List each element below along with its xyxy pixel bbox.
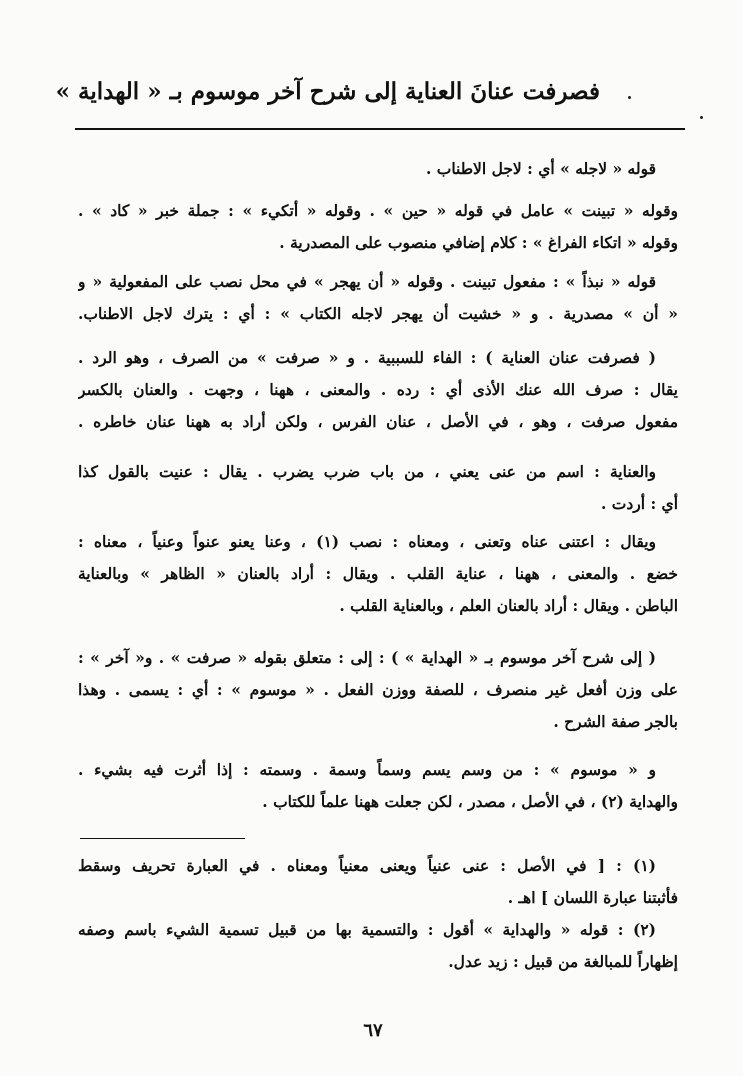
text-line: ويقال : اعتنى عناه وتعنى ، ومعناه : نصب (١) ، وعنا يعنو عنواً وعنياً ، معناه : (78, 532, 656, 551)
text-line: على وزن أفعل غير منصرف ، للصفة ووزن الفعل . « موسوم » : أي : يسمى . وهذا (78, 680, 678, 699)
text-line: قوله « نبذاً » : مفعول تبينت . وقوله « أن يهجر » في محل نصب على المفعولية « و (78, 272, 656, 291)
text-line: والعناية : اسم من عنى يعني ، من باب ضرب يضرب . يقال : عنيت بالقول كذا (78, 462, 656, 481)
text-line: والهداية (٢) ، في الأصل ، مصدر ، لكن جعلت ههنا علماً للكتاب . (262, 792, 678, 811)
text-line: ( فصرفت عنان العناية ) : الفاء للسببية . و « صرفت » من الصرف ، وهو الرد . (78, 348, 656, 367)
paragraph (78, 153, 678, 185)
text-line: « أن » مصدرية . و « خشيت أن يهجر لاجله الكتاب » : أي : يترك لاجل الاطناب. (78, 304, 678, 323)
speck-mark (700, 116, 703, 119)
paragraph (78, 526, 678, 622)
text-line: ( إلى شرح آخر موسوم بـ « الهداية » ) : إلى : متعلق بقوله « صرفت » . و« آخر » : (78, 648, 656, 667)
text-line: وقوله « اتكاء الفراغ » : كلام إضافي منصوب على المصدرية . (279, 233, 678, 252)
header-rule (75, 128, 685, 130)
paragraph (78, 195, 678, 259)
footnote-line: إظهاراً للمبالغة من قبيل : زيد عدل. (448, 952, 678, 971)
footnote-line: (٢) : قوله « والهداية » أقول : والتسمية بها من قبيل تسمية الشيء باسم وصفه (78, 920, 656, 939)
paragraph (78, 754, 678, 818)
text-line: خضع . والمعنى ، ههنا ، عناية القلب . ويقال : أراد بالعنان « الظاهر » وبالعناية (78, 564, 678, 583)
speck-mark (628, 96, 631, 99)
text-line: قوله « لاجله » أي : لاجل الاطناب . (425, 159, 656, 178)
paragraph (78, 266, 678, 330)
paragraph (78, 456, 678, 520)
paragraph (78, 642, 678, 738)
page-number: ٦٧ (363, 1020, 383, 1041)
footnote-rule (80, 838, 245, 839)
text-line: وقوله « تبينت » عامل في قوله « حين » . وقوله « أتكيء » : جملة خبر « كاد » . (78, 201, 678, 220)
footnotes (78, 850, 678, 978)
footnote-line: (١) : [ في الأصل : عنى عنياً ويعنى معنياً ومعناه . في العبارة تحريف وسقط (78, 856, 656, 875)
running-head: فصرفت عنانَ العناية إلى شرح آخر موسوم بـ « الهداية » (55, 78, 600, 105)
footnote-line: فأثبتنا عبارة اللسان ] اهـ . (507, 888, 678, 907)
text-line: و « موسوم » : من وسم يسم وسماً وسمة . وسمته : إذا أثرت فيه بشيء . (78, 760, 656, 779)
text-line: أي : أردت . (600, 494, 678, 513)
text-line: يقال : صرف الله عنك الأذى أي : رده . والمعنى ، ههنا ، وجهت . والعنان بالكسر (78, 380, 678, 399)
text-line: مفعول صرفت ، وهو ، في الأصل ، عنان الفرس ، ولكن أراد به ههنا عنان خاطره . (78, 412, 678, 431)
text-line: بالجر صفة الشرح . (553, 712, 678, 731)
paragraph (78, 342, 678, 438)
text-line: الباطن . ويقال : أراد بالعنان العلم ، وبالعناية القلب . (339, 596, 678, 615)
